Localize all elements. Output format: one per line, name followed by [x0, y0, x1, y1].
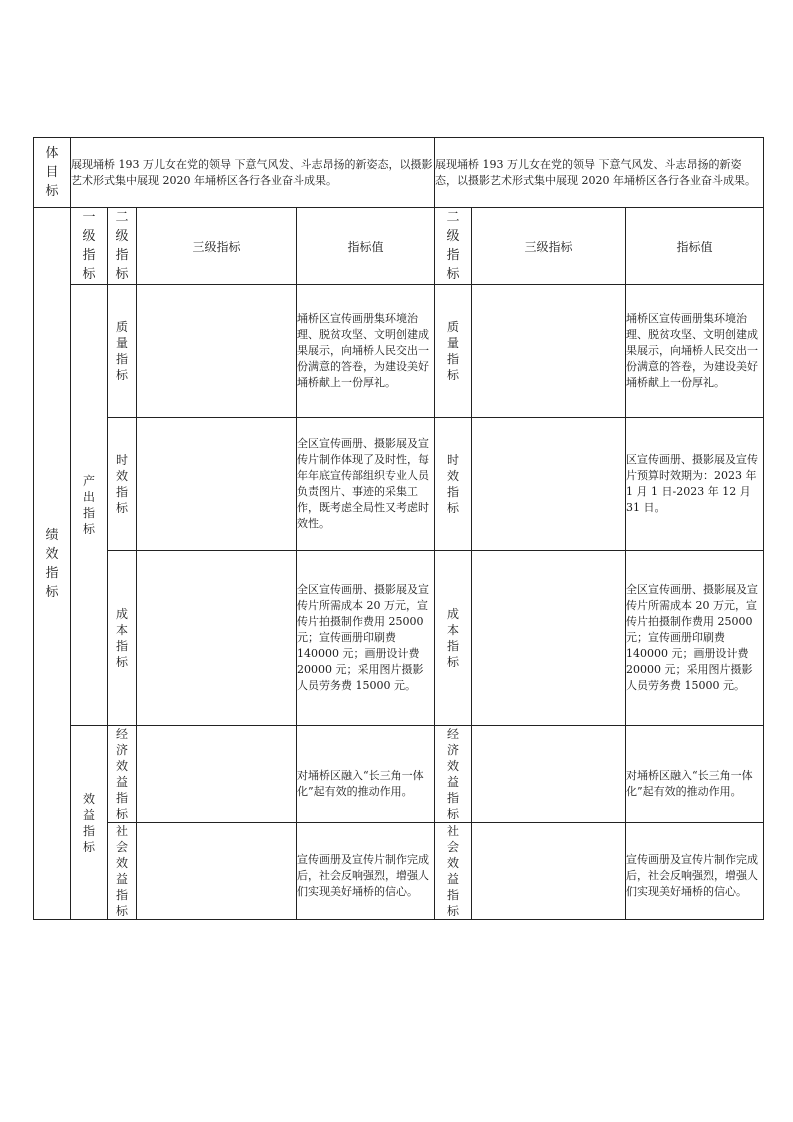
goal-row	[34, 138, 764, 208]
economic-level3-right	[472, 726, 626, 823]
header-level3-right: 三级指标	[472, 208, 626, 285]
cost-level3-right	[472, 551, 626, 726]
goal-text-right: 展现埇桥 193 万儿女在党的领导 下意气风发、斗志昂扬的新姿态，以摄影艺术形式集中展现 2020 年埇桥区各行各业奋斗成果。	[435, 138, 764, 208]
goal-label: 体目标	[45, 146, 59, 199]
cost-name-right-cell	[435, 551, 472, 726]
quality-name-cell	[108, 285, 137, 418]
header-level2-right-cell	[435, 208, 472, 285]
social-name-cell	[108, 823, 137, 920]
output-label: 产出指标	[82, 474, 95, 536]
timeliness-name-right: 时效指标	[447, 453, 460, 515]
quality-value-right: 埇桥区宣传画册集环境治理、脱贫攻坚、文明创建成果展示，向埇桥人民交出一份满意的答卷，为建设美好埇桥献上一份厚礼。	[626, 285, 764, 418]
performance-table	[33, 137, 764, 920]
benefit-label-cell	[71, 726, 108, 920]
table-row	[34, 285, 764, 418]
header-level2: 二级指标	[115, 210, 129, 282]
economic-name-right-cell	[435, 726, 472, 823]
economic-value-left: 对埇桥区融入“长三角一体化”起有效的推动作用。	[297, 726, 435, 823]
timeliness-name-right-cell	[435, 418, 472, 551]
timeliness-name-left: 时效指标	[115, 453, 128, 515]
quality-value-left: 埇桥区宣传画册集环境治理、脱贫攻坚、文明创建成果展示，向埇桥人民交出一份满意的答卷，为建设美好埇桥献上一份厚礼。	[297, 285, 435, 418]
table-row	[34, 418, 764, 551]
social-value-left: 宣传画册及宣传片制作完成后，社会反响强烈，增强人们实现美好埇桥的信心。	[297, 823, 435, 920]
cost-value-right: 全区宣传画册、摄影展及宣传片所需成本 20 万元，宣传片拍摄制作费用 25000 元；宣传画册印刷费 140000 元；画册设计费 20000 元；采用图片摄影人员劳务费 15000 元。	[626, 551, 764, 726]
header-level3-left: 三级指标	[137, 208, 297, 285]
economic-name-left: 经济效益指标	[115, 727, 128, 821]
social-name-right-cell	[435, 823, 472, 920]
social-name-left: 社会效益指标	[115, 824, 128, 918]
cost-value-left: 全区宣传画册、摄影展及宣传片所需成本 20 万元，宣传片拍摄制作费用 25000 元；宣传画册印刷费 140000 元；画册设计费 20000 元；采用图片摄影人员劳务费 15000 元。	[297, 551, 435, 726]
quality-name-right-cell	[435, 285, 472, 418]
header-level2-right: 二级指标	[446, 210, 460, 282]
output-label-cell	[71, 285, 108, 726]
quality-level3-right	[472, 285, 626, 418]
table-row	[34, 551, 764, 726]
timeliness-value-left: 全区宣传画册、摄影展及宣传片制作体现了及时性，每年年底宣传部组织专业人员负责图片、事迹的采集工作，既考虑全局性又考虑时效性。	[297, 418, 435, 551]
economic-name-right: 经济效益指标	[447, 727, 460, 821]
header-level1-cell	[71, 208, 108, 285]
perf-label: 绩效指标	[45, 527, 59, 600]
goal-label-cell	[34, 138, 71, 208]
social-level3-right	[472, 823, 626, 920]
quality-name-right: 质量指标	[447, 320, 460, 382]
perf-label-cell	[34, 208, 71, 920]
cost-name-right: 成本指标	[447, 607, 460, 669]
timeliness-value-right: 区宣传画册、摄影展及宣传片预算时效期为：2023 年 1 月 1 日-2023 年 12 月 31 日。	[626, 418, 764, 551]
timeliness-name-cell	[108, 418, 137, 551]
timeliness-level3-left	[137, 418, 297, 551]
cost-name-cell	[108, 551, 137, 726]
table-row	[34, 726, 764, 823]
header-value-left: 指标值	[297, 208, 435, 285]
quality-level3-left	[137, 285, 297, 418]
header-level2-cell	[108, 208, 137, 285]
quality-name-left: 质量指标	[115, 320, 128, 382]
economic-level3-left	[137, 726, 297, 823]
social-name-right: 社会效益指标	[447, 824, 460, 918]
cost-name-left: 成本指标	[115, 607, 128, 669]
timeliness-level3-right	[472, 418, 626, 551]
header-value-right: 指标值	[626, 208, 764, 285]
goal-text-left: 展现埇桥 193 万儿女在党的领导 下意气风发、斗志昂扬的新姿态，以摄影艺术形式集中展现 2020 年埇桥区各行各业奋斗成果。	[71, 138, 435, 208]
benefit-label: 效益指标	[82, 791, 95, 854]
economic-name-cell	[108, 726, 137, 823]
header-level1: 一级指标	[82, 210, 96, 282]
header-row	[34, 208, 764, 285]
social-level3-left	[137, 823, 297, 920]
social-value-right: 宣传画册及宣传片制作完成后，社会反响强烈，增强人们实现美好埇桥的信心。	[626, 823, 764, 920]
economic-value-right: 对埇桥区融入“长三角一体化”起有效的推动作用。	[626, 726, 764, 823]
table-row	[34, 823, 764, 920]
cost-level3-left	[137, 551, 297, 726]
